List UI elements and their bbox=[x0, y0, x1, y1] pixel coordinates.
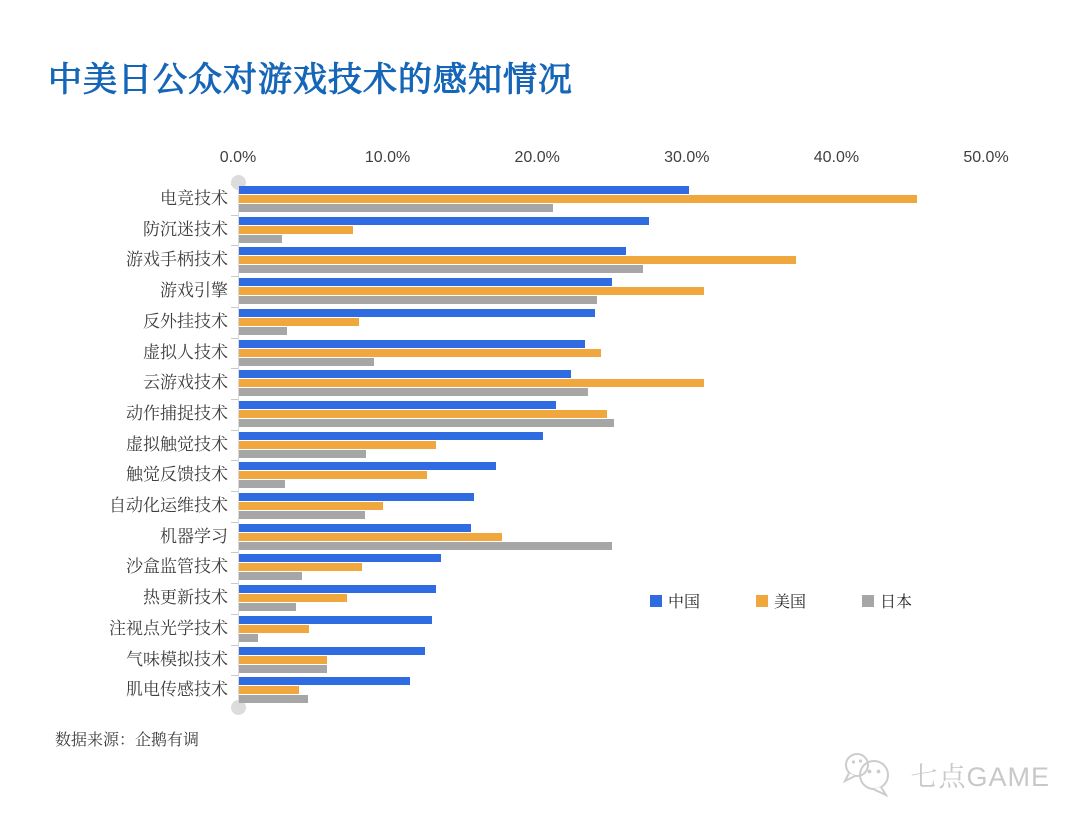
bar-中国-电竞技术 bbox=[239, 186, 689, 194]
legend-item-japan bbox=[862, 589, 912, 612]
category-label: 反外挂技术 bbox=[143, 311, 228, 331]
legend bbox=[650, 589, 912, 612]
bar-美国-游戏引擎 bbox=[239, 287, 704, 295]
legend-swatch-china bbox=[650, 595, 662, 607]
legend-label-usa: 美国 bbox=[774, 594, 807, 611]
bar-日本-机器学习 bbox=[239, 542, 612, 550]
bar-中国-虚拟人技术 bbox=[239, 340, 585, 348]
category-label: 触觉反馈技术 bbox=[126, 465, 228, 485]
category-label: 沙盒监管技术 bbox=[126, 557, 228, 577]
category-label: 注视点光学技术 bbox=[109, 618, 228, 638]
bar-group bbox=[239, 309, 595, 336]
x-axis-label: 0.0% bbox=[219, 149, 257, 166]
chat-bubbles-logo-icon bbox=[840, 750, 902, 798]
bar-日本-游戏引擎 bbox=[239, 296, 597, 304]
category-label: 机器学习 bbox=[160, 526, 228, 546]
y-axis-tick bbox=[231, 583, 238, 584]
category-label: 虚拟触觉技术 bbox=[126, 434, 228, 454]
bar-日本-动作捕捉技术 bbox=[239, 419, 614, 427]
y-axis-tick bbox=[231, 307, 238, 308]
x-axis-label: 30.0% bbox=[664, 149, 710, 166]
category-label: 自动化运维技术 bbox=[109, 496, 228, 515]
bar-group bbox=[239, 616, 432, 643]
bar-中国-机器学习 bbox=[239, 524, 471, 532]
y-axis-tick bbox=[231, 399, 238, 400]
y-axis-tick bbox=[231, 338, 238, 339]
bar-group bbox=[239, 524, 612, 551]
category-label: 电竞技术 bbox=[160, 189, 228, 208]
bar-中国-游戏引擎 bbox=[239, 278, 612, 286]
bar-日本-虚拟触觉技术 bbox=[239, 450, 366, 458]
bar-中国-自动化运维技术 bbox=[239, 493, 474, 501]
bar-美国-注视点光学技术 bbox=[239, 625, 309, 633]
bar-美国-反外挂技术 bbox=[239, 318, 359, 326]
legend-label-japan: 日本 bbox=[880, 594, 913, 611]
legend-item-china bbox=[650, 589, 700, 612]
bar-美国-自动化运维技术 bbox=[239, 502, 383, 510]
y-axis-tick bbox=[231, 645, 238, 646]
bar-美国-肌电传感技术 bbox=[239, 686, 299, 694]
bar-美国-游戏手柄技术 bbox=[239, 256, 796, 264]
plot-area bbox=[238, 183, 987, 709]
bar-中国-触觉反馈技术 bbox=[239, 462, 496, 470]
bar-group bbox=[239, 370, 704, 397]
bar-美国-防沉迷技术 bbox=[239, 226, 353, 234]
bar-美国-触觉反馈技术 bbox=[239, 471, 427, 479]
bar-group bbox=[239, 554, 441, 581]
bar-group bbox=[239, 401, 614, 428]
bar-中国-虚拟触觉技术 bbox=[239, 432, 543, 440]
bar-group bbox=[239, 340, 601, 367]
category-label: 云游戏技术 bbox=[143, 373, 228, 393]
legend-swatch-usa bbox=[756, 595, 768, 607]
bar-group bbox=[239, 493, 474, 520]
bar-日本-触觉反馈技术 bbox=[239, 480, 285, 488]
y-axis-tick bbox=[231, 430, 238, 431]
bar-日本-肌电传感技术 bbox=[239, 695, 308, 703]
legend-label-china: 中国 bbox=[668, 594, 701, 611]
bar-美国-沙盒监管技术 bbox=[239, 563, 362, 571]
x-axis-label: 50.0% bbox=[963, 149, 1009, 166]
y-axis-tick bbox=[231, 368, 238, 369]
x-axis-label: 10.0% bbox=[364, 149, 411, 166]
bar-美国-虚拟触觉技术 bbox=[239, 441, 436, 449]
y-axis-tick bbox=[231, 552, 238, 553]
bar-group bbox=[239, 647, 425, 674]
bar-日本-游戏手柄技术 bbox=[239, 265, 643, 273]
bar-美国-云游戏技术 bbox=[239, 379, 704, 387]
y-axis-tick bbox=[231, 675, 238, 676]
bar-中国-云游戏技术 bbox=[239, 370, 571, 378]
bar-美国-热更新技术 bbox=[239, 594, 347, 602]
y-axis-tick bbox=[231, 614, 238, 615]
bar-日本-沙盒监管技术 bbox=[239, 572, 302, 580]
bar-group bbox=[239, 217, 649, 244]
category-label: 动作捕捉技术 bbox=[126, 403, 228, 423]
y-axis-tick bbox=[231, 522, 238, 523]
y-axis-tick bbox=[231, 276, 238, 277]
category-label: 防沉迷技术 bbox=[143, 219, 228, 239]
bar-中国-防沉迷技术 bbox=[239, 217, 649, 225]
bar-日本-反外挂技术 bbox=[239, 327, 287, 335]
bar-美国-动作捕捉技术 bbox=[239, 410, 607, 418]
y-axis-tick bbox=[231, 460, 238, 461]
bar-group bbox=[239, 462, 496, 489]
bar-美国-虚拟人技术 bbox=[239, 349, 601, 357]
bar-美国-电竞技术 bbox=[239, 195, 917, 203]
bar-group bbox=[239, 677, 410, 704]
x-axis-label: 40.0% bbox=[813, 149, 860, 166]
x-axis-label: 20.0% bbox=[514, 149, 560, 166]
y-axis-tick bbox=[231, 491, 238, 492]
watermark bbox=[840, 750, 1050, 798]
category-label: 肌电传感技术 bbox=[126, 680, 228, 700]
bar-日本-注视点光学技术 bbox=[239, 634, 258, 642]
category-label: 游戏引擎 bbox=[160, 281, 228, 301]
y-axis-tick bbox=[231, 245, 238, 246]
category-label: 热更新技术 bbox=[143, 588, 228, 608]
bar-中国-沙盒监管技术 bbox=[239, 554, 441, 562]
bar-日本-虚拟人技术 bbox=[239, 358, 374, 366]
data-source: 数据来源：企鹅有调 bbox=[55, 732, 200, 749]
bar-中国-注视点光学技术 bbox=[239, 616, 432, 624]
bar-日本-气味模拟技术 bbox=[239, 665, 327, 673]
bar-美国-气味模拟技术 bbox=[239, 656, 327, 664]
legend-swatch-japan bbox=[862, 595, 874, 607]
category-label: 气味模拟技术 bbox=[126, 649, 228, 669]
category-label: 虚拟人技术 bbox=[143, 342, 228, 362]
chart-title: 中美日公众对游戏技术的感知情况 bbox=[48, 61, 573, 99]
bar-group bbox=[239, 278, 704, 305]
bar-日本-电竞技术 bbox=[239, 204, 553, 212]
bar-中国-热更新技术 bbox=[239, 585, 436, 593]
bar-日本-热更新技术 bbox=[239, 603, 296, 611]
watermark-text: 七点GAME bbox=[910, 761, 1050, 792]
category-label: 游戏手柄技术 bbox=[126, 250, 228, 270]
bar-美国-机器学习 bbox=[239, 533, 502, 541]
y-axis-tick bbox=[231, 215, 238, 216]
bar-group bbox=[239, 585, 436, 612]
bar-日本-云游戏技术 bbox=[239, 388, 588, 396]
bar-group bbox=[239, 186, 917, 213]
bar-中国-反外挂技术 bbox=[239, 309, 595, 317]
bar-中国-肌电传感技术 bbox=[239, 677, 410, 685]
bar-中国-动作捕捉技术 bbox=[239, 401, 556, 409]
legend-item-usa bbox=[756, 589, 806, 612]
bar-中国-气味模拟技术 bbox=[239, 647, 425, 655]
bar-日本-自动化运维技术 bbox=[239, 511, 365, 519]
bar-group bbox=[239, 247, 796, 274]
bar-中国-游戏手柄技术 bbox=[239, 247, 626, 255]
bar-日本-防沉迷技术 bbox=[239, 235, 282, 243]
bar-group bbox=[239, 432, 543, 459]
